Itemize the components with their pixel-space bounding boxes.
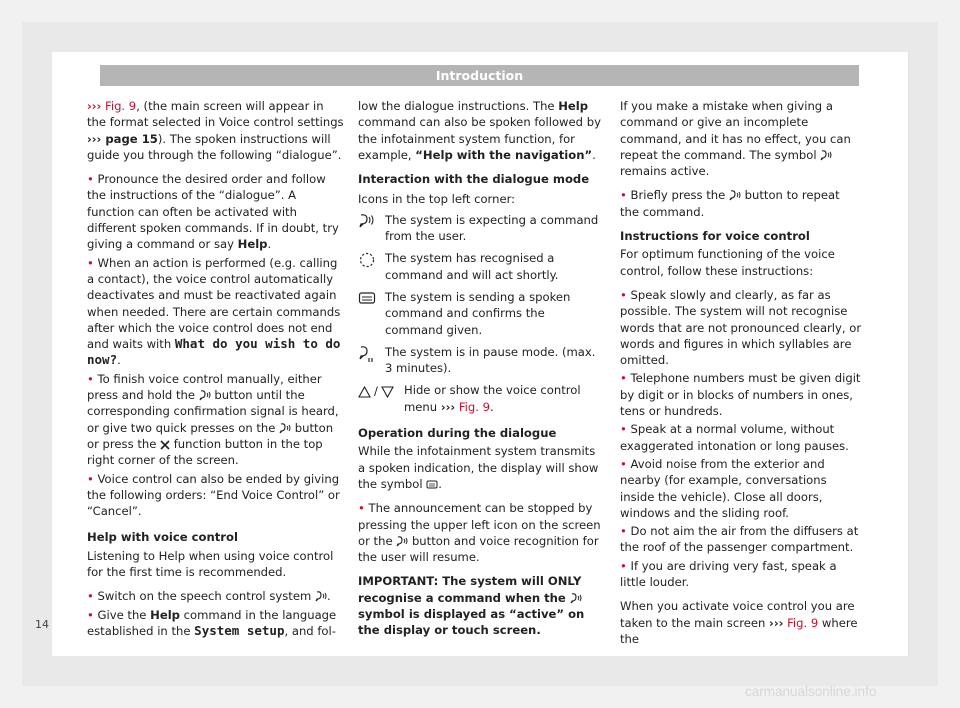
text: The announcement can be stopped by pressing the upper left icon on the screen or the [358,501,601,548]
instructions-heading: Instructions for voice control [620,229,810,244]
speaking-icon [426,479,438,490]
text: Give the [97,607,147,622]
help-keyword: Help [237,237,268,252]
help-paragraph: Listening to Help when using voice control for the first time is recommended. [87,548,334,580]
page-link[interactable]: ››› page 15 [87,131,158,146]
text: Avoid noise from the exterior and nearby (for example, conversations inside the vehicle). Close all doors, windows and the sliding roof. [620,456,827,520]
paragraph [620,598,862,647]
bullet-item: • When an action is performed (e.g. calling a contact), the voice control automatically deactivates and must be reactivated again when needed. There are certain commands after which the voice control does not end and waits with What do you wish to do now?. [87,255,341,368]
help-heading: Help with voice control [87,530,238,545]
text: If you make a mistake when giving a command or give an incomplete command, and it has no effect, you can repeat the command. The symbol [620,99,851,162]
column-3 [620,98,862,655]
text: To finish voice control manually, either press and hold the [87,371,322,403]
intro-paragraph [87,98,345,163]
icon-description: The system is in pause mode. (max. 3 minutes). [385,344,596,376]
text: , (the main screen will appear in the format selected in Voice control settings [87,99,344,130]
text: command in the language established in the [87,607,337,638]
bullet-item: • Telephone numbers must be given digit by digit or in blocks of numbers in ones, tens or hundreds. [620,371,861,419]
operation-heading: Operation during the dialogue [358,426,557,441]
page-number: 14 [35,618,49,631]
text: . [438,476,442,491]
fig-link[interactable]: Fig. 9 [105,99,137,113]
help-keyword: Help [150,607,180,622]
help-keyword: Help [558,99,589,113]
text: Do not aim the air from the diffusers at the roof of the passenger compartment. [620,524,859,555]
icon-row [358,344,602,377]
text: function button in the top right corner of the screen. [87,436,323,468]
icon-description [404,382,602,415]
voice-button-icon [396,536,408,547]
text: Telephone numbers must be given digit by digit or in blocks of numbers in ones, tens or hundreds. [620,371,861,419]
ref-arrows: ››› [87,99,102,113]
text: Speak at a normal volume, without exaggerated intonation or long pauses. [620,422,849,453]
voice-button-icon [729,190,741,201]
text: When you activate voice control you are taken to the main screen [620,599,855,630]
bullet-item: • Speak slowly and clearly, as far as possible. The system will not recognise words that are not pronounced clearly, or words and figures in which syllables are omitted. [620,287,862,368]
voice-listening-icon [358,213,376,229]
paragraph [620,98,862,179]
paragraph [358,443,602,492]
ref-arrows: ››› [769,615,784,630]
text: Speak slowly and clearly, as far as possible. The system will not recognise words that are not pronounced clearly, or words and figures in which syllables are omitted. [620,287,862,368]
text: IMPORTANT: The system will ONLY recognise a command when the [358,574,582,605]
bullet-item: • Give the Help command in the language established in the System setup, and fol- [87,607,337,638]
bullet-item: • The announcement can be stopped by pressing the upper left icon on the screen or the button and voice recognition for the user will resume. [358,501,601,565]
voice-button-icon [570,593,582,604]
bullet-item: • If you are driving very fast, speak a little louder. [620,558,837,590]
text: low the dialogue instructions. The [358,99,555,113]
section-header: Introduction [100,65,859,86]
voice-button-icon [820,150,832,161]
text: . [490,399,494,414]
chevron-down-icon [381,386,394,398]
text: button until the corresponding confirmation signal is heard, or give two quick presses on the [87,388,339,435]
page-margin-top [22,22,938,52]
paragraph [358,98,602,163]
text: button or press the [87,420,334,451]
bullet-item: • Avoid noise from the exterior and nearby (for example, conversations inside the vehicle). Close all doors, windows and the sliding roof. [620,456,827,520]
voice-recognised-icon [358,251,376,269]
page-margin-bottom [22,656,938,686]
icon-row [358,382,602,415]
voice-button-icon [279,423,291,434]
bullet-item: • Briefly press the button to repeat the command. [620,188,840,219]
text: Pronounce the desired order and follow the instructions of the “dialogue”. A function can often be activated with different spoken commands. If in doubt, try giving a command or say [87,172,339,252]
bullet-item: • Voice control can also be ended by giving the following orders: “End Voice Control” or “Cancel”. [87,471,340,519]
text: If you are driving very fast, speak a little louder. [620,558,837,590]
text: While the infotainment system transmits a spoken indication, the display will show the symbol [358,444,599,491]
icon-row [358,289,602,338]
text: . [117,353,121,368]
ref-arrows: ››› [440,399,456,414]
bullet-item: • Pronounce the desired order and follow the instructions of the “dialogue”. A function can often be activated with different spoken commands. If in doubt, try giving a command or say Help. [87,172,339,252]
text: button to repeat the command. [620,188,840,219]
voice-button-icon [199,390,211,401]
text: Briefly press the [630,188,726,203]
close-icon [160,440,170,450]
page-margin-right [908,22,938,686]
icon-description: The system is sending a spoken command and confirms the command given. [385,289,571,337]
text: , and fol- [284,623,336,638]
prompt-text: What do you wish to do now? [87,336,341,368]
icon-description: The system is expecting a command from the user. [385,212,599,244]
icon-row [358,212,602,245]
bullet-item: • Speak at a normal volume, without exaggerated intonation or long pauses. [620,422,849,453]
text: . [592,147,596,162]
text: remains active. [620,164,710,179]
text: where the [620,615,858,646]
voice-button-icon [315,591,327,602]
slash: / [374,384,378,399]
watermark: carmanualsonline.info [745,684,877,699]
column-1 [87,98,345,639]
page-margin-left [22,22,52,686]
text: button and voice recognition for the user will resume. [358,533,599,565]
fig-link[interactable]: Fig. 9 [787,615,819,630]
bullet-item: • To finish voice control manually, either press and hold the button until the corresponding confirmation signal is heard, or give two quick presses on the button or press the function button in the top right corner of the screen. [87,371,339,468]
icons-intro: Icons in the top left corner: [358,192,516,207]
text: ). The spoken instructions will guide you through the following “dialogue”. [87,131,342,162]
text: . [267,237,272,252]
example-text: “Help with the navigation” [415,147,593,162]
bullet-item: • Do not aim the air from the diffusers at the roof of the passenger compartment. [620,524,859,555]
chevron-up-icon [358,386,371,398]
paragraph: For optimum functioning of the voice control, follow these instructions: [620,247,835,278]
speaking-icon [358,290,376,306]
voice-pause-icon [358,345,376,363]
dialogue-mode-heading: Interaction with the dialogue mode [358,172,590,187]
text: Voice control can also be ended by giving the following orders: “End Voice Control” or “Cancel”. [87,471,340,519]
fig-link[interactable]: Fig. 9 [458,399,490,414]
text: Switch on the speech control system [97,589,312,604]
system-setup-text: System setup [194,622,285,638]
icon-description: The system has recognised a command and will act shortly. [385,251,559,282]
text: command can also be spoken followed by the infotainment system function, for example, [358,115,601,162]
important-note [358,573,602,638]
icon-row [358,250,602,283]
column-2 [358,98,602,647]
text: symbol is displayed as “active” on the display or touch screen. [358,607,585,638]
text: Hide or show the voice control menu [404,383,581,414]
bullet-item: • Switch on the speech control system . [87,589,331,604]
text: When an action is performed (e.g. calling a contact), the voice control automatically deactivates and must be reactivated again when needed. There are certain commands after which the voice control does not end and waits with [87,255,341,352]
